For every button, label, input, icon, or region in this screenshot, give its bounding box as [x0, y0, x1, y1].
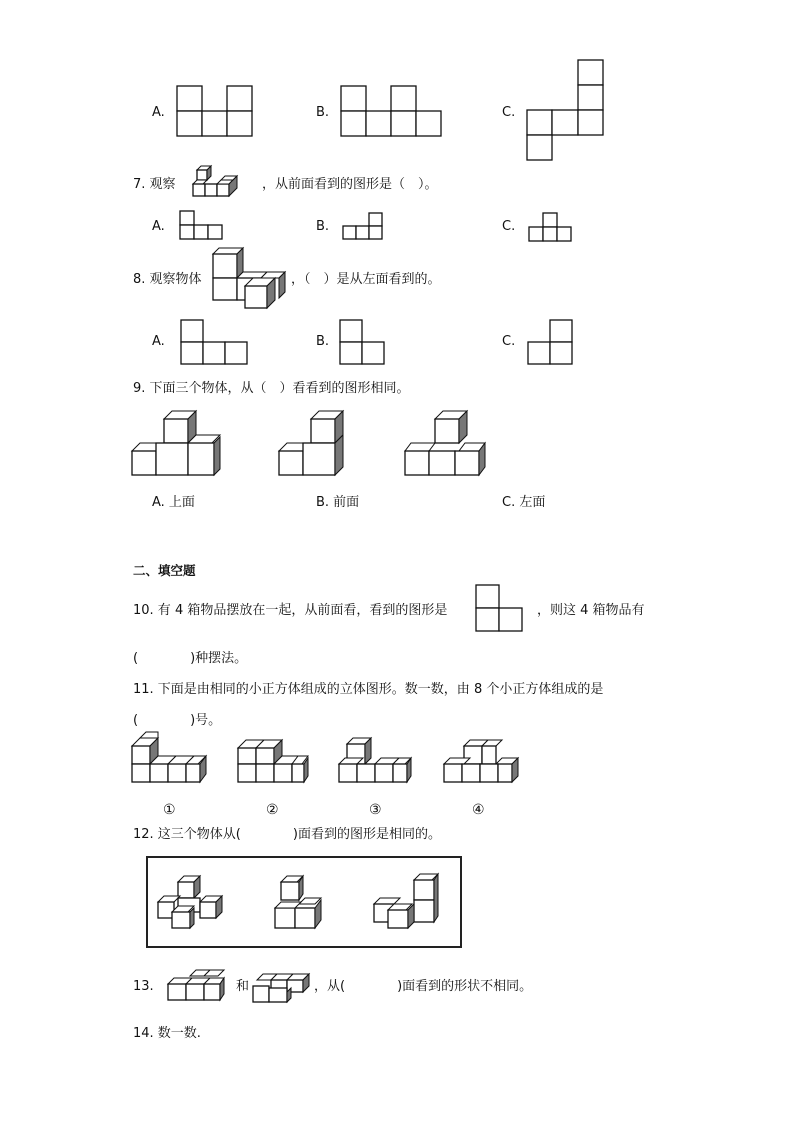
q8-option-b-label: B.	[316, 334, 330, 349]
q8-option-b-figure	[340, 320, 386, 366]
q6-option-a-figure	[177, 86, 255, 138]
q9-object-3	[403, 411, 489, 479]
q13-and: 和	[236, 979, 250, 994]
q7-option-a-label: A.	[152, 219, 165, 234]
q8-prefix: 8. 观察物体	[133, 272, 202, 287]
q8-suffix: ，（ ）是从左面看到的。	[291, 272, 441, 287]
q8-option-c-label: C.	[502, 334, 516, 349]
q8-cube-figure	[211, 248, 291, 310]
q10-figure	[476, 585, 524, 633]
q11-label-2: ②	[266, 802, 279, 818]
q11-text-a: 11. 下面是由相同的小正方体组成的立体图形。数一数，由 8 个小正方体组成的是	[133, 682, 604, 697]
q14-text: 14. 数一数.	[133, 1026, 201, 1041]
q7-option-c-figure	[529, 213, 573, 243]
q11-label-1: ①	[163, 802, 176, 818]
q6-option-c-figure	[527, 60, 607, 164]
q7-prefix: 7. 观察	[133, 177, 176, 192]
q10-answer-blank: ( )种摆法。	[133, 651, 248, 666]
q6-option-a-label: A.	[152, 105, 165, 120]
q8-option-c-figure	[528, 320, 574, 366]
q12-object-3	[372, 872, 450, 932]
q9-stem: 9. 下面三个物体，从（ ）看看到的图形相同。	[133, 381, 410, 396]
q7-option-b-label: B.	[316, 219, 330, 234]
q11-label-3: ③	[369, 802, 382, 818]
q7-suffix: ，从前面看到的图形是（ ）。	[262, 177, 438, 192]
q8-option-a-figure	[181, 320, 249, 366]
q13-object-1	[164, 970, 230, 1004]
q11-answer-blank: ( )号。	[133, 713, 222, 728]
q9-option-b: B. 前面	[316, 495, 360, 510]
q13-prefix: 13.	[133, 979, 154, 994]
q13-suffix: ，从( )面看到的形状不相同。	[314, 979, 533, 994]
q12-object-1	[158, 874, 230, 932]
q7-cube-figure	[190, 166, 246, 202]
q6-option-b-figure	[341, 86, 445, 138]
q12-text: 12. 这三个物体从( )面看到的图形是相同的。	[133, 827, 441, 842]
q11-figure-2	[236, 736, 314, 792]
q7-option-c-label: C.	[502, 219, 516, 234]
q8-option-a-label: A.	[152, 334, 165, 349]
q9-object-1	[132, 411, 226, 479]
q9-option-a: A. 上面	[152, 495, 195, 510]
q9-option-c: C. 左面	[502, 495, 546, 510]
q11-figure-1	[132, 736, 210, 792]
q6-option-b-label: B.	[316, 105, 330, 120]
q11-figure-3	[339, 736, 417, 792]
q11-label-4: ④	[472, 802, 485, 818]
q7-option-b-figure	[343, 213, 385, 241]
q13-object-2	[251, 970, 317, 1006]
q10-text-a: 10. 有 4 箱物品摆放在一起，从前面看，看到的图形是	[133, 603, 448, 618]
q12-object-2	[271, 874, 331, 932]
q9-object-2	[279, 411, 351, 479]
section-title: 二、填空题	[133, 563, 196, 578]
q6-option-c-label: C.	[502, 105, 516, 120]
q11-figure-4	[442, 736, 520, 792]
q7-option-a-figure	[180, 211, 224, 241]
q10-text-b: ，则这 4 箱物品有	[537, 603, 645, 618]
